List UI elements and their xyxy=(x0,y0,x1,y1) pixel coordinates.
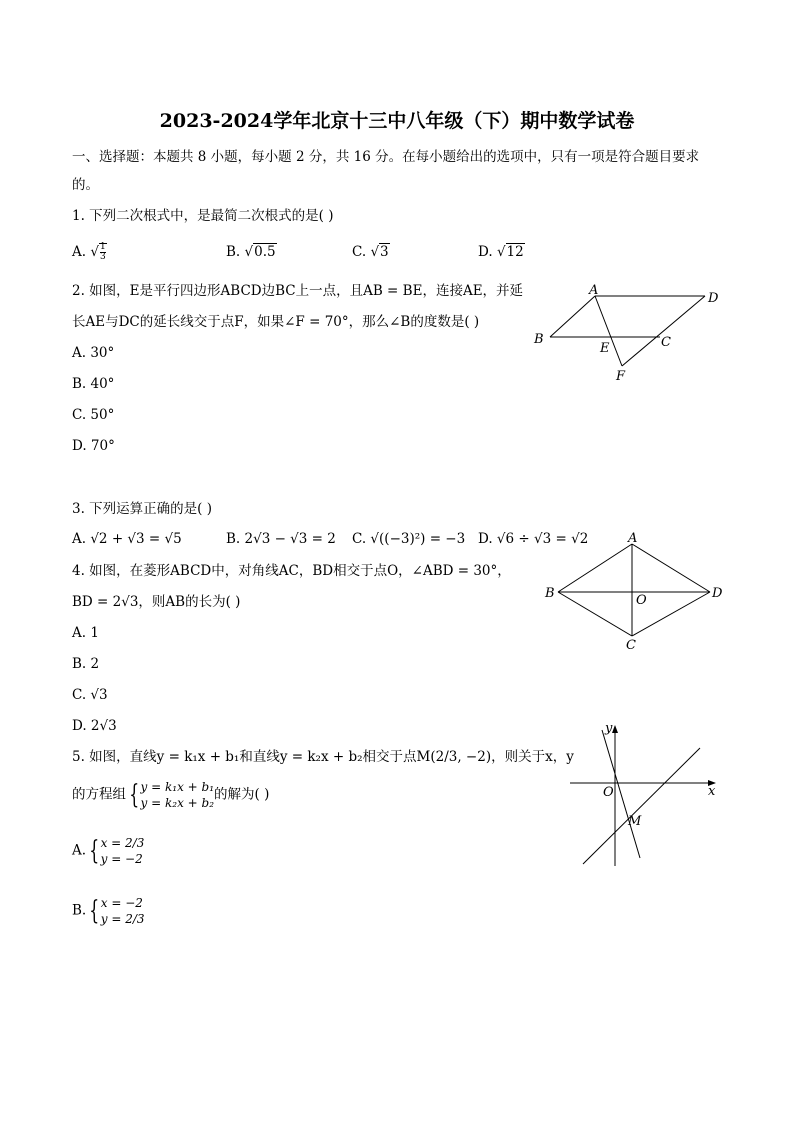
side-ba xyxy=(558,544,632,592)
q5-stem-line2: 的方程组 { y = k₁x + b₁ y = k₂x + b₂ 的解为( ) xyxy=(72,780,270,810)
q2-parallelogram-figure xyxy=(525,280,725,385)
side-cb xyxy=(558,592,632,636)
q5-stem-line1: 5. 如图，直线y = k₁x + b₁和直线y = k₂x + b₂相交于点M(2/3, −2)，则关于x，y xyxy=(72,749,574,765)
q3-stem: 3. 下列运算正确的是( ) xyxy=(72,501,212,517)
label-c: C xyxy=(626,638,636,653)
label-d: D xyxy=(708,291,719,306)
q1-option-b: B. √0.5 xyxy=(226,244,276,260)
q3-option-c: C. √((−3)²) = −3 xyxy=(352,531,466,547)
label-c: C xyxy=(661,335,671,350)
q2-stem-line2: 长AE与DC的延长线交于点F，如果∠F = 70°，那么∠B的度数是( ) xyxy=(72,314,480,330)
q5-equation-system: { y = k₁x + b₁ y = k₂x + b₂ xyxy=(129,780,215,810)
label-y: y xyxy=(605,721,613,736)
q5-coordinate-figure xyxy=(565,718,725,873)
q3-option-b: B. 2√3 − √3 = 2 xyxy=(226,531,336,547)
q2-option-b: B. 40° xyxy=(72,376,115,392)
q2-stem-line1: 2. 如图，E是平行四边形ABCD边BC上一点，且AB = BE，连接AE，并延 xyxy=(72,283,524,299)
q4-option-d: D. 2√3 xyxy=(72,718,117,734)
label-e: E xyxy=(600,341,610,356)
q3-option-a: A. √2 + √3 = √5 xyxy=(72,531,182,547)
label-d: D xyxy=(712,586,723,601)
label-a: A xyxy=(628,531,638,546)
section-heading-line2: 的。 xyxy=(72,177,99,193)
q1-option-c: C. √3 xyxy=(352,244,389,260)
q3-option-d: D. √6 ÷ √3 = √2 xyxy=(478,531,589,547)
q5-option-b: B. { x = −2 y = 2/3 xyxy=(72,896,145,926)
label-f: F xyxy=(616,369,626,384)
q4-option-a: A. 1 xyxy=(72,625,99,641)
side-ad xyxy=(632,544,710,592)
segment-ab xyxy=(550,296,595,337)
label-a: A xyxy=(589,283,599,298)
line-2 xyxy=(583,748,700,864)
q4-option-c: C. √3 xyxy=(72,687,108,703)
segment-df xyxy=(622,296,705,366)
section-heading-line1: 一、选择题：本题共 8 小题，每小题 2 分，共 16 分。在每小题给出的选项中，只有一项是符合题目要求 xyxy=(72,149,700,165)
q4-option-b: B. 2 xyxy=(72,656,100,672)
label-o: O xyxy=(603,785,614,800)
q2-option-d: D. 70° xyxy=(72,438,115,454)
label-x: x xyxy=(708,784,716,799)
q4-rhombus-figure xyxy=(540,530,730,655)
q1-option-a: A. √ $\frac{1}{3}$ xyxy=(72,242,106,262)
q2-option-c: C. 50° xyxy=(72,407,115,423)
q5-option-a: A. { x = 2/3 y = −2 xyxy=(72,836,145,866)
label-o: O xyxy=(636,593,647,608)
label-b: B xyxy=(534,332,544,347)
label-m: M xyxy=(628,814,642,829)
q2-option-a: A. 30° xyxy=(72,345,115,361)
page-title: 2023-2024学年北京十三中八年级（下）期中数学试卷 xyxy=(159,110,635,132)
q4-stem-line2: BD = 2√3，则AB的长为( ) xyxy=(72,594,241,610)
q4-stem-line1: 4. 如图，在菱形ABCD中，对角线AC，BD相交于点O，∠ABD = 30°， xyxy=(72,563,511,579)
q1-option-d: D. √12 xyxy=(478,244,524,260)
label-b: B xyxy=(545,586,555,601)
q1-stem: 1. 下列二次根式中，是最简二次根式的是( ) xyxy=(72,208,334,224)
